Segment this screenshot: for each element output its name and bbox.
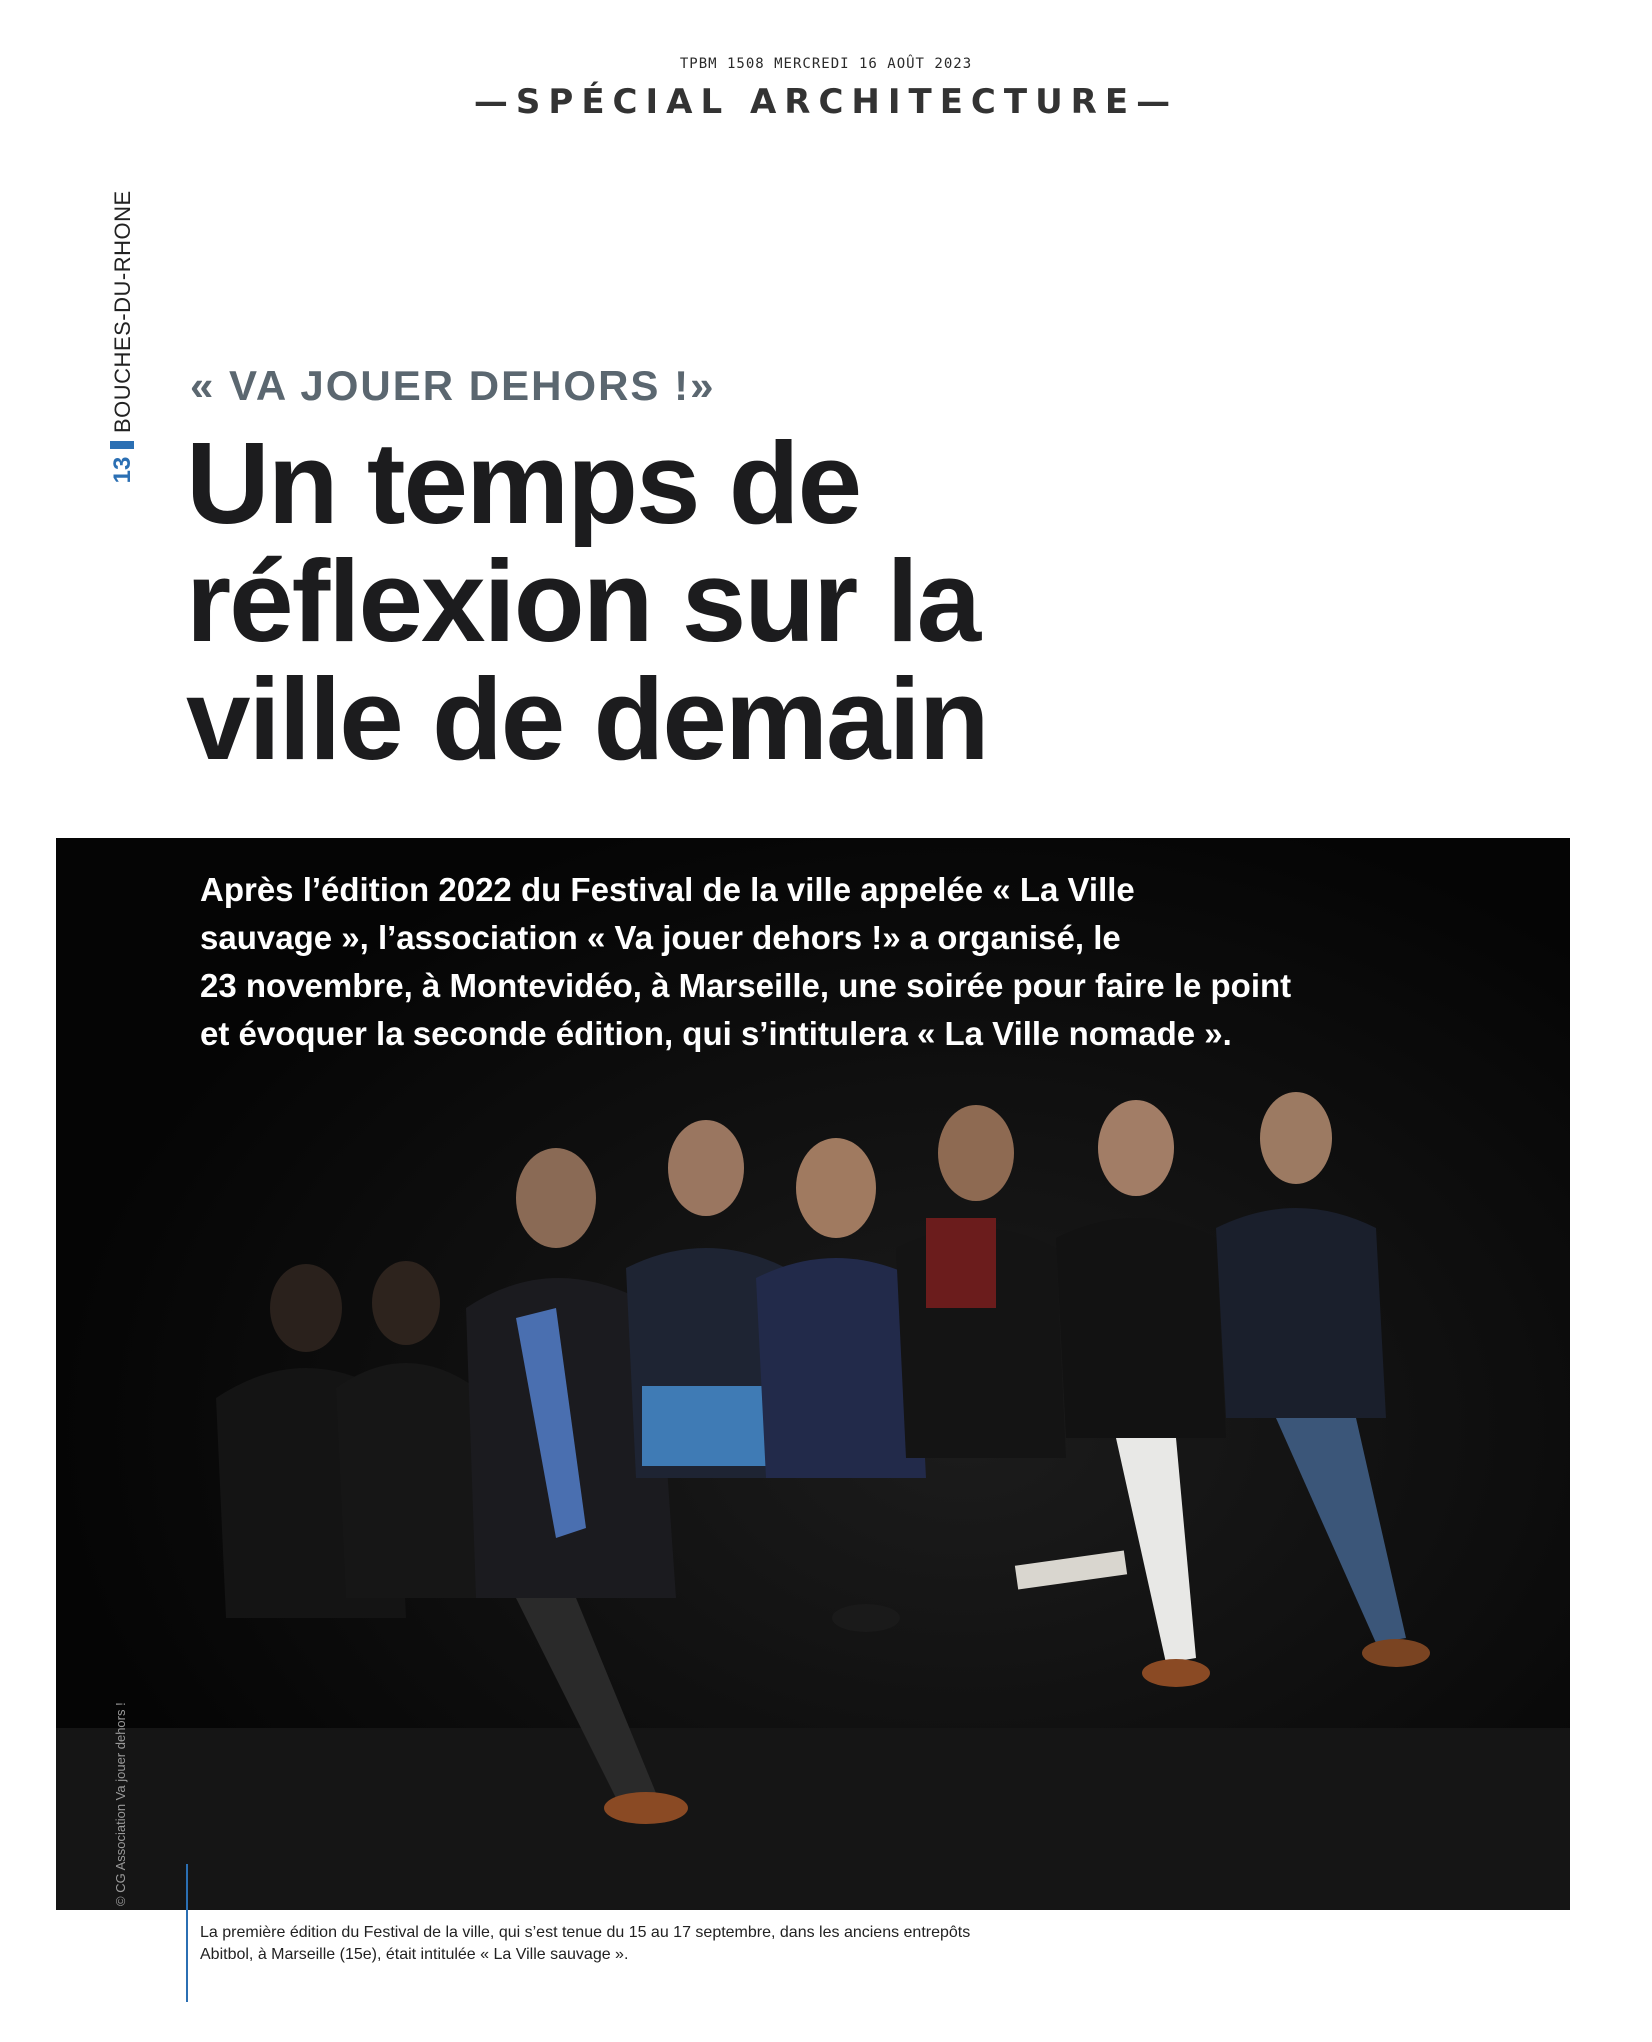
headline-line-2: réflexion sur la	[186, 536, 980, 666]
lead-line-1: Après l’édition 2022 du Festival de la ville appelée « La Ville	[200, 871, 1135, 908]
caption-line-2: Abitbol, à Marseille (15e), était intitulée « La Ville sauvage ».	[200, 1946, 629, 1963]
section-sidebar	[104, 165, 142, 485]
caption-line-1: La première édition du Festival de la ville, qui s’est tenue du 15 au 17 septembre, dans les anciens entrepôts	[200, 1924, 971, 1941]
photo-credit: © CG Association Va jouer dehors !	[113, 1702, 128, 1906]
caption-rule	[186, 1864, 188, 2002]
headline-line-3: ville de demain	[186, 654, 988, 784]
lead-line-4: et évoquer la seconde édition, qui s’intitulera « La Ville nomade ».	[200, 1015, 1232, 1052]
photo-caption	[200, 1922, 1100, 1966]
accent-bar	[110, 441, 134, 449]
lead-line-3: 23 novembre, à Montevidéo, à Marseille, une soirée pour faire le point	[200, 967, 1292, 1004]
article-kicker: « VA JOUER DEHORS !»	[190, 362, 716, 409]
page-number: 13	[109, 456, 136, 484]
article-lead	[200, 866, 1380, 1058]
issue-meta: TPBM 1508 MERCREDI 16 AOÛT 2023	[679, 56, 973, 72]
headline-line-1: Un temps de	[186, 418, 861, 548]
region-label: BOUCHES-DU-RHONE	[110, 190, 135, 433]
section-title: —SPÉCIAL ARCHITECTURE—	[473, 82, 1179, 122]
lead-line-2: sauvage », l’association « Va jouer dehors !» a organisé, le	[200, 919, 1121, 956]
article-headline	[186, 418, 1186, 784]
